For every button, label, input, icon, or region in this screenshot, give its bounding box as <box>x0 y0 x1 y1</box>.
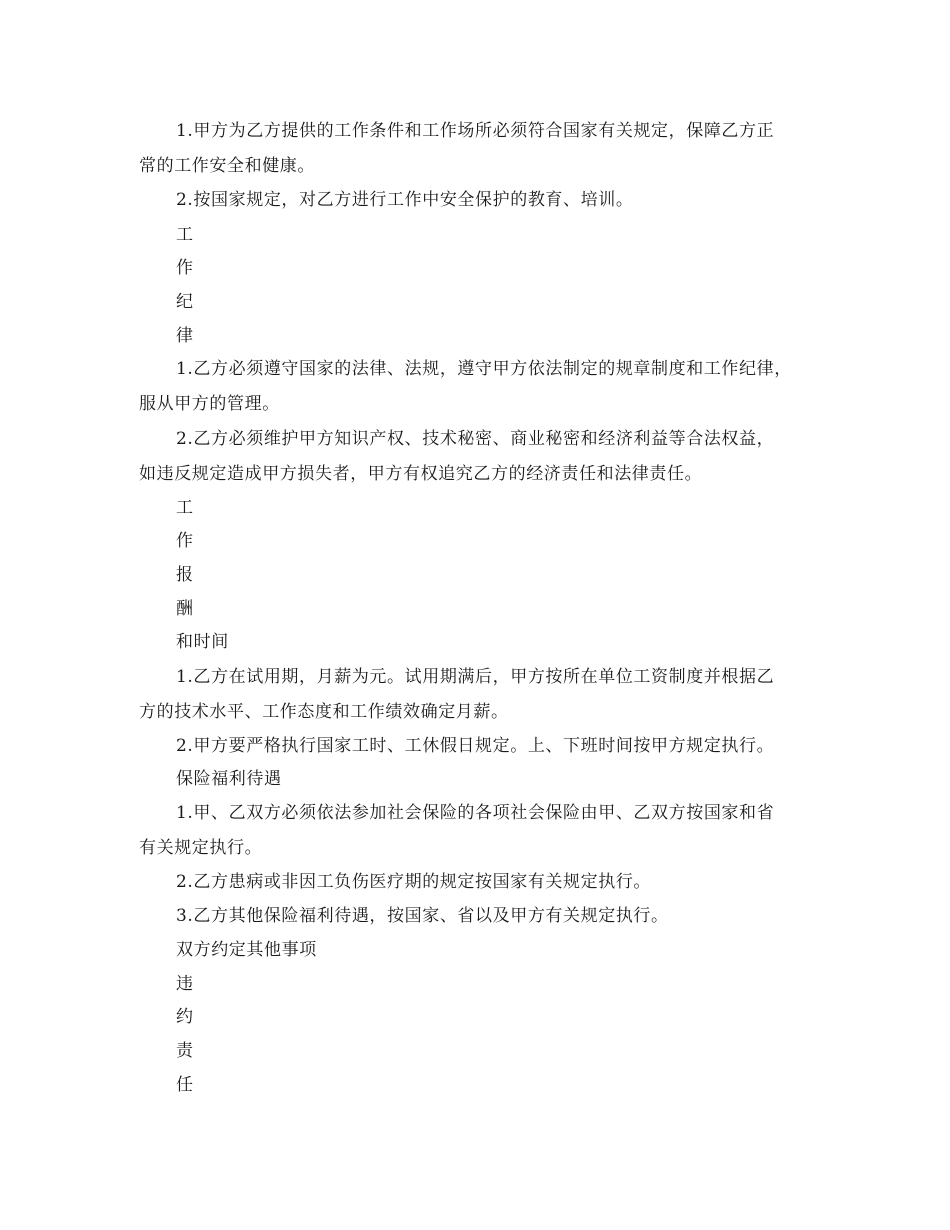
section-heading-char: 律 <box>176 326 194 346</box>
paragraph-line: 1.乙方必须遵守国家的法律、法规，遵守甲方依法制定的规章制度和工作纪律， <box>176 359 792 379</box>
paragraph-line: 2.甲方要严格执行国家工时、工休假日规定。上、下班时间按甲方规定执行。 <box>176 736 775 756</box>
section-heading-char: 责 <box>176 1041 194 1061</box>
section-heading-char: 工 <box>176 225 194 245</box>
paragraph-line: 2.乙方患病或非因工负伤医疗期的规定按国家有关规定执行。 <box>176 872 652 892</box>
paragraph-line: 1.甲方为乙方提供的工作条件和工作场所必须符合国家有关规定，保障乙方正 <box>176 121 775 141</box>
section-heading-char: 作 <box>176 258 194 278</box>
paragraph-line: 服从甲方的管理。 <box>139 394 280 414</box>
section-heading: 双方约定其他事项 <box>176 940 317 960</box>
section-heading-char: 约 <box>176 1007 194 1027</box>
paragraph-line: 常的工作安全和健康。 <box>139 156 315 176</box>
section-heading-char: 作 <box>176 531 194 551</box>
section-heading-char: 酬 <box>176 599 194 619</box>
section-heading-char: 任 <box>176 1075 194 1095</box>
section-heading-char: 工 <box>176 498 194 518</box>
paragraph-line: 如违反规定造成甲方损失者，甲方有权追究乙方的经济责任和法律责任。 <box>139 464 703 484</box>
section-heading: 保险福利待遇 <box>176 769 282 789</box>
paragraph-line: 2.按国家规定，对乙方进行工作中安全保护的教育、培训。 <box>176 190 634 210</box>
section-heading: 和时间 <box>176 632 229 652</box>
paragraph-line: 有关规定执行。 <box>139 838 263 858</box>
paragraph-line: 3.乙方其他保险福利待遇，按国家、省以及甲方有关规定执行。 <box>176 906 669 926</box>
paragraph-line: 1.甲、乙双方必须依法参加社会保险的各项社会保险由甲、乙双方按国家和省 <box>176 803 775 823</box>
section-heading-char: 违 <box>176 974 194 994</box>
section-heading-char: 纪 <box>176 292 194 312</box>
paragraph-line: 2.乙方必须维护甲方知识产权、技术秘密、商业秘密和经济利益等合法权益， <box>176 429 775 449</box>
paragraph-line: 1.乙方在试用期，月薪为元。试用期满后，甲方按所在单位工资制度并根据乙 <box>176 667 775 687</box>
section-heading-char: 报 <box>176 565 194 585</box>
paragraph-line: 方的技术水平、工作态度和工作绩效确定月薪。 <box>139 702 509 722</box>
